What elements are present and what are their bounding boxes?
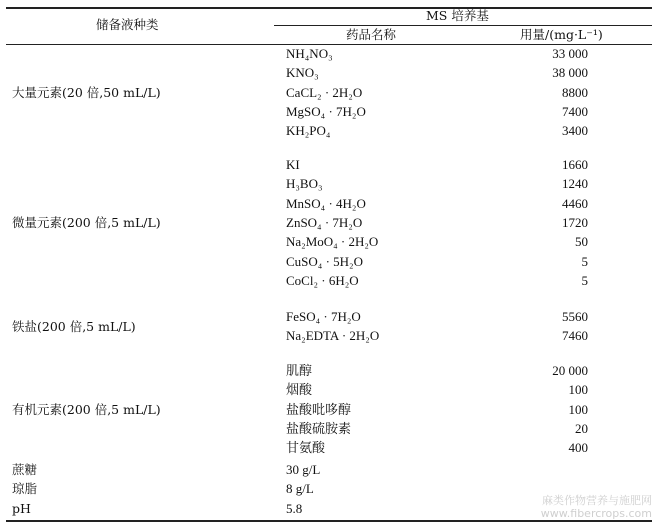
dosage-cell: 5 — [581, 253, 588, 269]
drug-name-cell: FeSO₄ · 7H₂O — [286, 309, 361, 324]
header-stock-type: 储备液种类 — [96, 17, 159, 32]
dosage-cell: 50 — [575, 234, 588, 250]
dosage-cell: 20 000 — [552, 363, 588, 378]
dosage-cell: 100 — [568, 382, 588, 398]
dosage-cell: 5 — [581, 272, 588, 288]
extra-label: 蔗糖 — [12, 462, 38, 477]
dosage-cell: 1660 — [562, 157, 588, 172]
drug-name-cell: CuSO₄ · 5H₂O — [286, 253, 363, 269]
dosage-cell: 4460 — [562, 195, 588, 211]
header-ms-medium: MS 培养基 — [426, 8, 489, 23]
header-dosage: 用量/(mg·L⁻¹) — [520, 27, 603, 42]
dosage-cell: 1720 — [562, 214, 588, 230]
table-top-rule — [6, 7, 652, 9]
drug-name-cell: 盐酸吡哆醇 — [286, 401, 352, 417]
drug-name-cell: NH₄NO₃ — [286, 46, 333, 61]
watermark-url: www.fibercrops.com — [540, 507, 652, 520]
drug-name-cell: MgSO₄ · 7H₂O — [286, 103, 366, 119]
drug-name-cell: 烟酸 — [286, 382, 313, 398]
stock-type-label: 大量元素(20 倍,50 mL/L) — [12, 84, 161, 100]
extra-label: pH — [12, 500, 31, 516]
drug-name-cell: CaCL₂ · 2H₂O — [286, 84, 363, 100]
dosage-cell: 100 — [568, 401, 588, 417]
extra-value: 8 g/L — [286, 481, 314, 497]
table-bottom-rule — [6, 520, 652, 522]
dosage-cell: 3400 — [562, 123, 588, 139]
stock-type-label: 铁盐(200 倍,5 mL/L) — [12, 318, 136, 334]
dosage-cell: 38 000 — [552, 65, 588, 81]
dosage-cell: 8800 — [562, 84, 588, 100]
dosage-cell: 7460 — [562, 328, 588, 344]
extra-value: 5.8 — [286, 500, 303, 516]
drug-name-cell: 甘氨酸 — [286, 440, 326, 456]
dosage-cell: 400 — [568, 440, 588, 456]
drug-name-cell: H₃BO₃ — [286, 176, 323, 192]
dosage-cell: 5560 — [562, 309, 588, 324]
stock-type-label: 有机元素(200 倍,5 mL/L) — [12, 401, 161, 417]
drug-name-cell: Na₂EDTA · 2H₂O — [286, 328, 380, 344]
watermark — [541, 494, 652, 520]
drug-name-cell: CoCl₂ · 6H₂O — [286, 272, 359, 288]
header-drug-name: 药品名称 — [346, 27, 397, 42]
drug-name-cell: 肌醇 — [286, 363, 313, 378]
header-bottom-rule — [6, 44, 652, 45]
dosage-cell: 20 — [575, 420, 588, 436]
dosage-cell: 7400 — [562, 103, 588, 119]
dosage-cell: 33 000 — [552, 46, 588, 61]
drug-name-cell: Na₂MoO₄ · 2H₂O — [286, 234, 379, 250]
group-header-rule — [274, 25, 652, 26]
drug-name-cell: MnSO₄ · 4H₂O — [286, 195, 366, 211]
drug-name-cell: 盐酸硫胺素 — [286, 420, 352, 436]
drug-name-cell: ZnSO₄ · 7H₂O — [286, 214, 363, 230]
drug-name-cell: KNO₃ — [286, 65, 319, 81]
stock-type-label: 微量元素(200 倍,5 mL/L) — [12, 214, 161, 230]
drug-name-cell: KI — [286, 157, 300, 172]
extra-label: 琼脂 — [12, 481, 38, 497]
extra-value: 30 g/L — [286, 462, 321, 477]
dosage-cell: 1240 — [562, 176, 588, 192]
watermark-site-name: 麻类作物营养与施肥网 — [542, 494, 652, 507]
drug-name-cell: KH₂PO₄ — [286, 123, 331, 139]
